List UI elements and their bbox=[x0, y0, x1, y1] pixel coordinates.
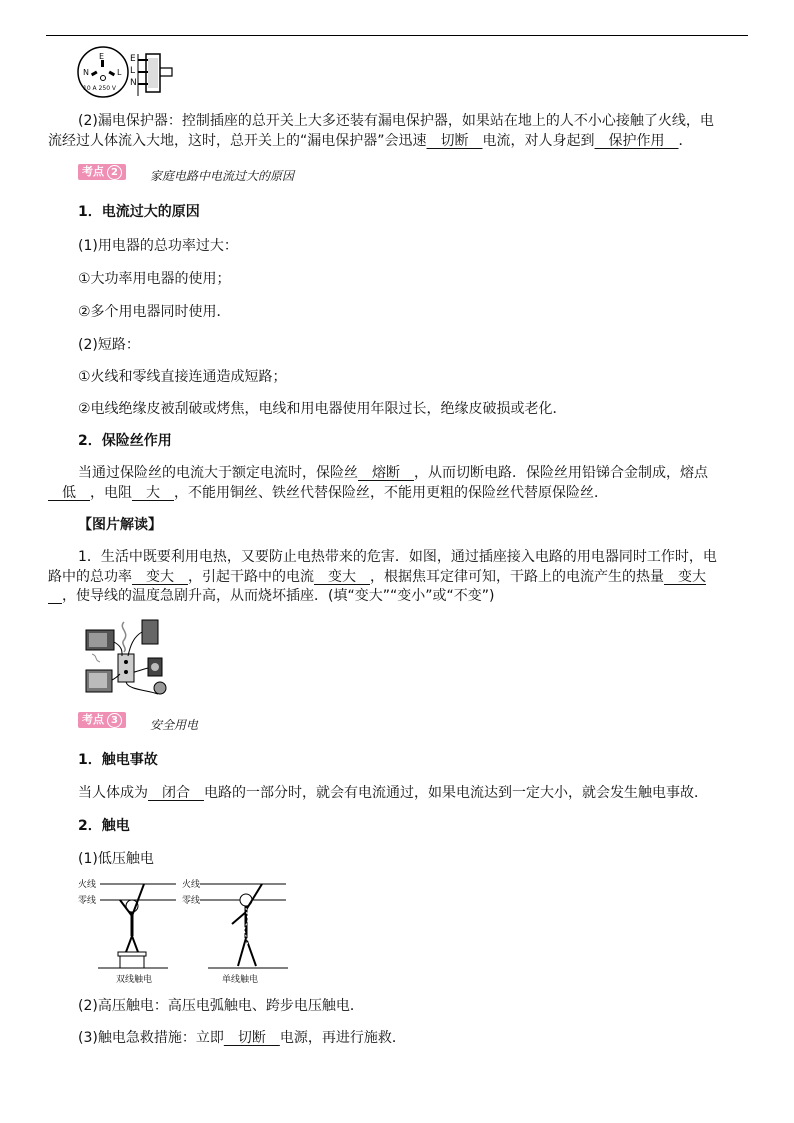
first-aid-measures bbox=[78, 1030, 406, 1046]
reading-line3 bbox=[48, 588, 494, 604]
text: 当人体成为 bbox=[78, 785, 148, 801]
answer-closed: 闭合 bbox=[148, 785, 204, 801]
answer-increase-current: 变大 bbox=[314, 569, 370, 585]
heading-overcurrent-causes: 1．电流过大的原因 bbox=[78, 204, 200, 220]
leakage-protector-line1: (2)漏电保护器：控制插座的总开关上大多还装有漏电保护器，如果站在地上的人不小心接触了火线，电 bbox=[78, 113, 714, 129]
text: 电流，对人身起到 bbox=[482, 133, 595, 149]
fuse-line2 bbox=[48, 485, 608, 501]
badge-number: 3 bbox=[107, 713, 122, 728]
answer-cut-off: 切断 bbox=[426, 133, 483, 149]
para-total-power: (1)用电器的总功率过大： bbox=[78, 238, 238, 254]
plug-label-e: E bbox=[130, 54, 136, 64]
text: ，从而切断电路．保险丝用铅锑合金制成，熔点 bbox=[414, 465, 708, 481]
text: ，引起干路中的电流 bbox=[188, 569, 314, 585]
neutral-wire-label-right: 零线 bbox=[182, 896, 201, 906]
live-wire-label-left: 火线 bbox=[78, 880, 97, 890]
reading-line2 bbox=[48, 569, 706, 585]
overloaded-socket-illustration bbox=[78, 612, 178, 700]
badge-text: 考点 bbox=[82, 165, 104, 178]
leakage-protector-line2 bbox=[48, 133, 693, 149]
heading-electric-shock: 2．触电 bbox=[78, 818, 130, 834]
fuse-line1 bbox=[78, 465, 708, 481]
text: ． bbox=[678, 133, 693, 149]
section-title-current-overload: 家庭电路中电流过大的原因 bbox=[150, 169, 295, 183]
plug-label-n: N bbox=[130, 78, 137, 88]
answer-blank-continued bbox=[48, 588, 62, 604]
low-voltage-shock: (1)低压触电 bbox=[78, 851, 154, 867]
answer-large: 大 bbox=[132, 485, 174, 501]
answer-protection: 保护作用 bbox=[594, 133, 679, 149]
text: (3)触电急救措施：立即 bbox=[78, 1030, 224, 1046]
text: ，使导线的温度急剧升高，从而烧坏插座．(填“变大”“变小”或“不变”) bbox=[62, 588, 495, 604]
live-wire-label-right: 火线 bbox=[182, 880, 201, 890]
text: ，根据焦耳定律可知，干路上的电流产生的热量 bbox=[370, 569, 664, 585]
text: 流经过人体流入大地，这时，总开关上的“漏电保护器”会迅速 bbox=[48, 133, 427, 149]
para-live-neutral: ①火线和零线直接连通造成短路； bbox=[78, 369, 287, 385]
text: 路中的总功率 bbox=[48, 569, 132, 585]
para-insulation: ②电线绝缘皮被刮破或烤焦，电线和用电器使用年限过长，绝缘皮破损或老化． bbox=[78, 401, 567, 417]
para-short-circuit: (2)短路： bbox=[78, 337, 140, 353]
badge-number: 2 bbox=[107, 165, 122, 180]
answer-increase-power: 变大 bbox=[132, 569, 188, 585]
exam-point-badge-2 bbox=[78, 164, 126, 180]
header-rule bbox=[46, 35, 748, 36]
caption-single-wire-shock: 单线触电 bbox=[222, 975, 259, 985]
answer-melt: 熔断 bbox=[358, 465, 414, 481]
picture-reading-title: 【图片解读】 bbox=[78, 517, 162, 533]
text: 电路的一部分时，就会有电流通过，如果电流达到一定大小，就会发生触电事故． bbox=[204, 785, 708, 801]
neutral-wire-label-left: 零线 bbox=[78, 896, 97, 906]
text: 电源，再进行施救． bbox=[279, 1030, 406, 1046]
socket-label-n: N bbox=[83, 68, 89, 77]
text: ，电阻 bbox=[90, 485, 132, 501]
shock-accident-text bbox=[78, 785, 708, 801]
answer-cut-power: 切断 bbox=[223, 1030, 280, 1046]
heading-electric-shock-accident: 1．触电事故 bbox=[78, 752, 158, 768]
badge-text: 考点 bbox=[82, 713, 104, 726]
para-high-power: ①大功率用电器的使用； bbox=[78, 271, 231, 287]
answer-low: 低 bbox=[48, 485, 90, 501]
shock-diagram bbox=[78, 874, 298, 986]
heading-fuse-function: 2．保险丝作用 bbox=[78, 433, 172, 449]
answer-increase-heat: 变大 bbox=[664, 569, 706, 585]
para-many-appliances: ②多个用电器同时使用． bbox=[78, 304, 231, 320]
shock-figure-drawing bbox=[78, 874, 298, 986]
socket-icon bbox=[76, 44, 196, 102]
high-voltage-shock: (2)高压触电：高压电弧触电、跨步电压触电． bbox=[78, 998, 364, 1014]
reading-line1: 1．生活中既要利用电热，又要防止电热带来的危害．如图，通过插座接入电路的用电器同时工作时，电 bbox=[78, 549, 717, 565]
socket-label-e: E bbox=[99, 52, 105, 61]
text: 当通过保险丝的电流大于额定电流时，保险丝 bbox=[78, 465, 358, 481]
socket-label-l: L bbox=[117, 68, 122, 77]
plug-label-l: L bbox=[130, 66, 136, 76]
exam-point-badge-3 bbox=[78, 712, 126, 728]
section-title-electrical-safety: 安全用电 bbox=[150, 718, 199, 732]
caption-double-wire-shock: 双线触电 bbox=[116, 975, 153, 985]
socket-rating: 10 A 250 V bbox=[83, 85, 117, 92]
text: ，不能用铜丝、铁丝代替保险丝，不能用更粗的保险丝代替原保险丝． bbox=[174, 485, 608, 501]
socket-diagram bbox=[76, 44, 196, 102]
